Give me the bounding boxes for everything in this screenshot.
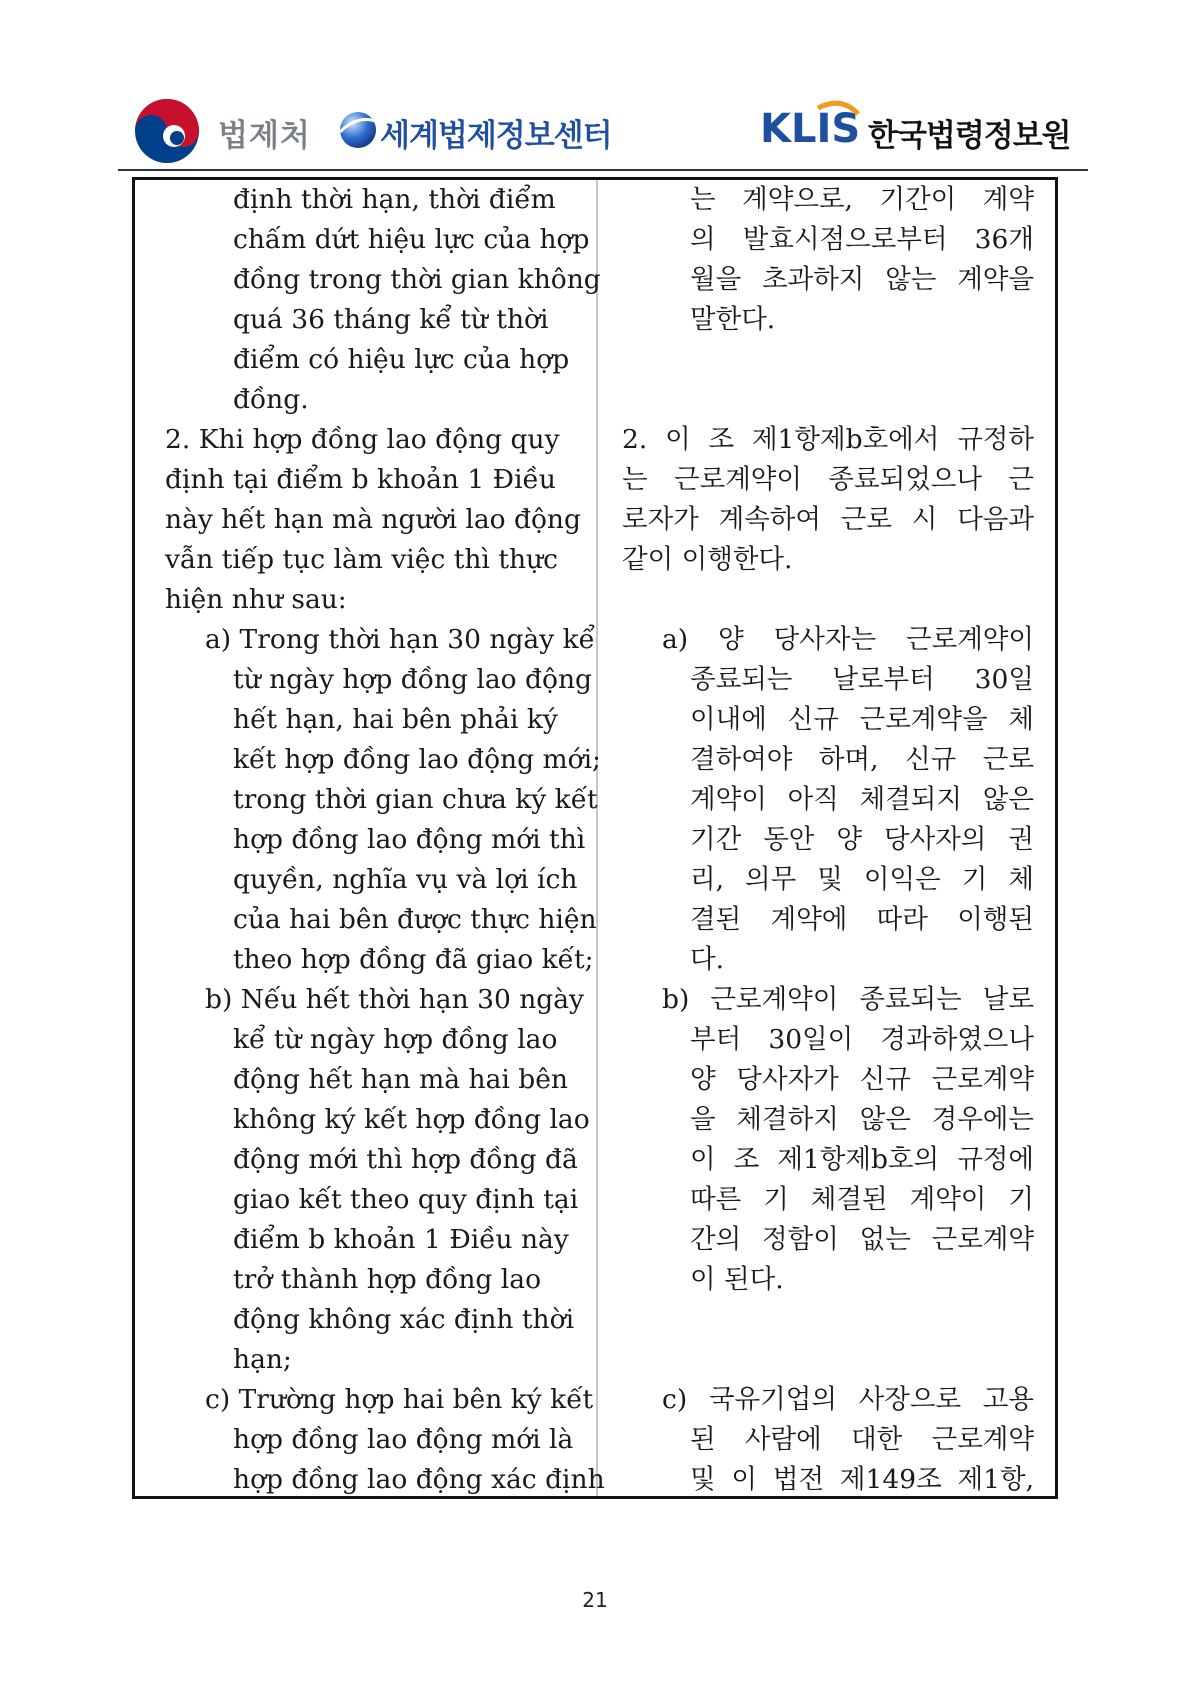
text-line: 이 조 제1항제b호의 규정에 [690,1144,1034,1175]
text-line: 같이 이행한다. [622,544,793,575]
text-line: 계약이 아직 체결되지 않은 [690,784,1034,815]
blank-line [622,1300,1034,1340]
text-line: này hết hạn mà người lao động [165,504,581,535]
text-line: đồng. [233,384,309,415]
text-line: hạn; [233,1344,292,1375]
column-divider [596,180,598,1496]
svg-text:KLIS: KLIS [760,106,861,152]
text-line: 2. Khi hợp đồng lao động quy [165,424,560,455]
text-line: vẫn tiếp tục làm việc thì thực [165,544,558,575]
text-line: 이 된다. [690,1264,784,1295]
klis-logo-icon [758,96,868,156]
text-line: 2. 이 조 제1항제b호에서 규정하 [622,424,1034,455]
moleg-logo-text: 법제처 [218,118,311,154]
text-line: 다. [690,944,725,975]
text-line: c) Trường hợp hai bên ký kết [205,1384,594,1415]
text-line: 을 체결하지 않은 경우에는 [690,1104,1034,1135]
text-line: 리, 의무 및 이익은 기 체 [690,864,1034,895]
blank-line [622,580,1034,620]
text-line: hợp đồng lao động mới là [233,1424,574,1455]
text-line: kết hợp đồng lao động mới; [233,744,601,775]
text-line: 는 근로계약이 종료되었으나 근 [622,464,1034,495]
text-line: đồng trong thời gian không [233,264,601,295]
text-line: b) Nếu hết thời hạn 30 ngày [205,984,585,1015]
text-line: 간의 정함이 없는 근로계약 [690,1224,1034,1255]
text-line: c) 국유기업의 사장으로 고용 [662,1384,1034,1415]
text-line: b) 근로계약이 종료되는 날로 [662,984,1034,1015]
text-line: 의 발효시점으로부터 36개 [690,224,1034,255]
text-line: 양 당사자가 신규 근로계약 [690,1064,1034,1095]
text-line: 부터 30일이 경과하였으나 [690,1024,1034,1055]
blank-line [622,380,1034,420]
text-line: quá 36 tháng kể từ thời [233,304,549,335]
text-line: a) Trong thời hạn 30 ngày kể [205,624,595,655]
text-line: 및 이 법전 제149조 제1항, [690,1464,1034,1495]
text-line: chấm dứt hiệu lực của hợp [233,224,590,255]
text-line: điểm có hiệu lực của hợp [233,344,570,375]
page-number: 21 [582,1588,608,1612]
text-line: 는 계약으로, 기간이 계약 [690,184,1034,215]
text-line: quyền, nghĩa vụ và lợi ích [233,864,578,895]
text-line: 종료되는 날로부터 30일 [690,664,1034,695]
page-header [118,92,1088,170]
text-line: hết hạn, hai bên phải ký [233,704,558,735]
text-line: 결된 계약에 따라 이행된 [690,904,1034,935]
text-line: động không xác định thời [233,1304,575,1335]
text-line: trở thành hợp đồng lao [233,1264,542,1295]
text-line: định thời hạn, thời điểm [233,184,556,215]
text-line: 기간 동안 양 당사자의 권 [690,824,1034,855]
text-line: 이내에 신규 근로계약을 체 [690,704,1034,735]
blank-line [622,1340,1034,1380]
text-line: 결하여야 하며, 신규 근로 [690,744,1034,775]
blank-line [622,340,1034,380]
text-line: động hết hạn mà hai bên [233,1064,569,1095]
text-line: của hai bên được thực hiện [233,904,597,935]
klis-logo-text: 한국법령정보원 [868,118,1071,154]
text-line: định tại điểm b khoản 1 Điều [165,464,556,495]
text-line: 로자가 계속하여 근로 시 다음과 [622,504,1034,535]
world-law-center-logo-text: 세계법제정보센터 [380,118,612,154]
text-line: 따른 기 체결된 계약이 기 [690,1184,1034,1215]
text-line: điểm b khoản 1 Điều này [233,1224,569,1255]
text-line: hợp đồng lao động mới thì [233,824,586,855]
bilingual-table [132,177,1058,1499]
text-line: 된 사람에 대한 근로계약 [690,1424,1034,1455]
text-line: từ ngày hợp đồng lao động [233,664,593,695]
text-line: a) 양 당사자는 근로계약이 [662,624,1034,655]
text-line: không ký kết hợp đồng lao [233,1104,590,1135]
text-line: động mới thì hợp đồng đã [233,1144,578,1175]
vietnamese-column [165,180,605,1500]
text-line: theo hợp đồng đã giao kết; [233,944,594,975]
header-rule [118,169,1088,171]
text-line: trong thời gian chưa ký kết [233,784,598,815]
text-line: hợp đồng lao động xác định [233,1464,605,1495]
text-line: 말한다. [690,304,776,335]
globe-icon [336,106,380,150]
text-line: hiện như sau: [165,584,347,615]
text-line: kể từ ngày hợp đồng lao [233,1024,558,1055]
korean-column [622,180,1034,1500]
text-line: 월을 초과하지 않는 계약을 [690,264,1034,295]
text-line: giao kết theo quy định tại [233,1184,579,1215]
taegeuk-emblem-icon [132,96,202,166]
